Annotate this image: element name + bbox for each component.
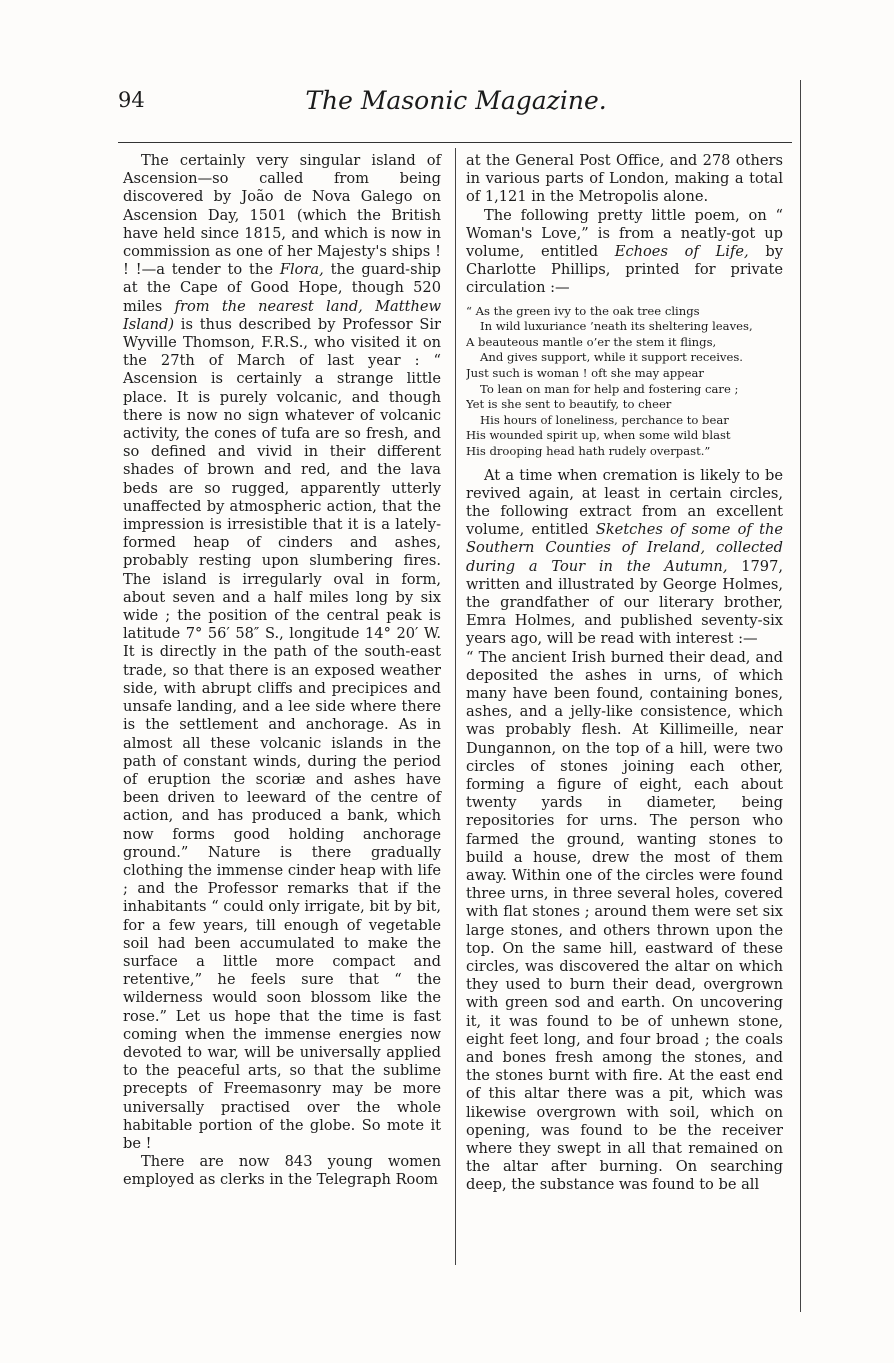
page-number: 94	[118, 88, 145, 112]
poem-line: His wounded spirit up, when some wild blast	[466, 428, 731, 443]
poem-line: His hours of loneliness, perchance to bear	[480, 412, 729, 427]
poem-intro-paragraph: The following pretty little poem, on “ Woman's Love,” is from a neatly-got up volume, entitled Echoes of Life, by Charlotte Phillips, printed for private circulation :—	[466, 206, 783, 297]
ship-name: Flora,	[279, 261, 324, 279]
page-edge-line	[800, 80, 801, 1312]
cremation-paragraph: At a time when cremation is likely to be revived again, at least in certain circles, the following extract from an excellent volume, entitled Sketches of some of the Southern Counties of Ireland, collected during a Tour in the Autumn, 1797, written and illustrated by George Holmes, the grandfather of our literary brother, Emra Holmes, and published seventy-six years ago, will be read with interest :—	[466, 466, 783, 648]
poem-line: Yet is she sent to beautify, to cheer	[466, 397, 672, 412]
poem-womans-love	[466, 304, 783, 460]
right-column	[466, 152, 783, 1195]
poem-line: “ As the green ivy to the oak tree clings	[466, 303, 700, 318]
poem-line: His drooping head hath rudely overpast.”	[466, 443, 711, 458]
ascension-paragraph: The certainly very singular island of Ascension—so called from being discovered by João de Nova Galego on Ascension Day, 1501 (which the British have held since 1815, and which is now in commission as one of her Majesty's ships ! ! !—a tender to the Flora, the guard-ship at the Cape of Good Hope, though 520 miles from the nearest land, Matthew Island) is thus described by Professor Sir Wyville Thomson, F.R.S., who visited it on the 27th of March of last year : “ Ascension is certainly a strange little place. It is purely volcanic, and though there is now no sign whatever of volcanic activity, the cones of tufa are so fresh, and so defined and vivid in their different shades of brown and red, and the lava beds are so rugged, apparently utterly unaffected by atmospheric action, that the impression is irresistible that it is a lately-formed heap of cinders and ashes, probably resting upon slumbering fires. The island is irregularly oval in form, about seven and a half miles long by six wide ; the position of the central peak is latitude 7° 56′ 58″ S., longitude 14° 20′ W. It is directly in the path of the south-east trade, so that there is an exposed weather side, with abrupt cliffs and precipices and unsafe landing, and a lee side where there is the settlement and anchorage. As in almost all these volcanic islands in the path of constant winds, during the period of eruption the scoriæ and ashes have been driven to leeward of the centre of action, and has produced a bank, which now forms good holding anchorage ground.” Nature is there gradually clothing the immense cinder heap with life ; and the Professor remarks that if the inhabitants “ could only irrigate, bit by bit, for a few years, till enough of vegetable soil had been accumulated to make the surface a little more compact and retentive,” he feels sure that “ the wilderness would soon blossom like the rose.” Let us hope that the time is fast coming when the immense energies now devoted to war, will be universally applied to the peaceful arts, so that the sublime precepts of Freemasonry may be more universally practised over the whole habitable portion of the globe. So mote it be !	[123, 152, 441, 1152]
continued-paragraph: at the General Post Office, and 278 others in various parts of London, making a total of 1,121 in the Metropolis alone.	[466, 152, 783, 206]
magazine-title: The Masonic Magazine.	[305, 86, 607, 115]
left-column	[123, 152, 441, 1190]
book-title: Sketches of some of the Southern Counties of Ireland, collected during a Tour in the Autumn,	[466, 521, 783, 575]
poem-line: A beauteous mantle o’er the stem it flings,	[466, 334, 717, 349]
poem-line: In wild luxuriance ’neath its sheltering leaves,	[480, 319, 753, 334]
irish-quote-paragraph: “ The ancient Irish burned their dead, and deposited the ashes in urns, of which many have been found, containing bones, ashes, and a jelly-like consistence, which was probably flesh. At Killimeille, near Dungannon, on the top of a hill, were two circles of stones joining each other, forming a figure of eight, each about twenty yards in diameter, being repositories for urns. The person who farmed the ground, wanting stones to build a house, drew the most of them away. Within one of the circles were found three urns, in three several holes, covered with flat stones ; around them were set six large stones, and others thrown upon the top. On the same hill, eastward of these circles, was discovered the altar on which they used to burn their dead, overgrown with green sod and earth. On uncovering it, it was found to be of unhewn stone, eight feet long, and four broad ; the coals and bones fresh among the stones, and the stones burnt with fire. At the east end of this altar there was a pit, which was likewise overgrown with soil, which on opening, was found to be the receiver where they swept in all that remained on the altar after burning. On searching deep, the substance was found to be all	[466, 648, 783, 1194]
column-divider	[455, 148, 456, 1265]
telegraph-paragraph: There are now 843 young women employed as clerks in the Telegraph Room	[123, 1153, 441, 1189]
poem-line: To lean on man for help and fostering care ;	[480, 381, 739, 396]
poem-line: And gives support, while it support receives.	[480, 350, 743, 365]
header-rule	[118, 142, 792, 143]
poem-line: Just such is woman ! oft she may appear	[466, 366, 704, 380]
book-title: Echoes of Life,	[614, 243, 749, 261]
page-header	[118, 88, 794, 120]
